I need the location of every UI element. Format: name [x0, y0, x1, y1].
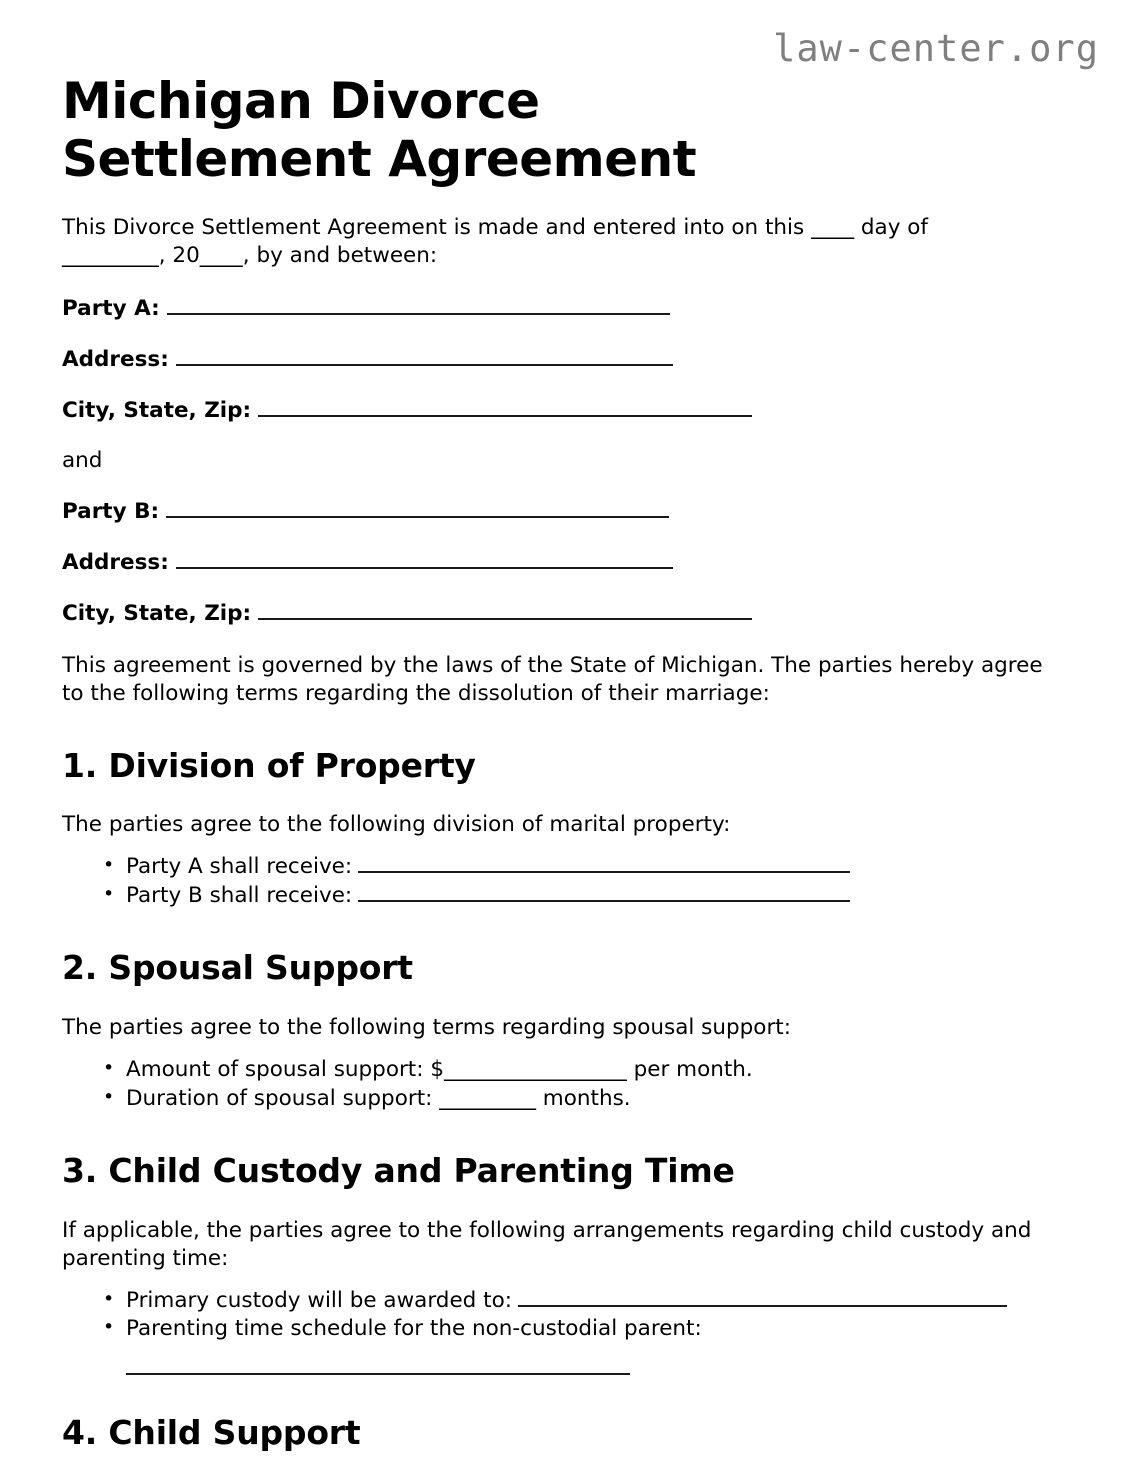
list-item [95, 1287, 1071, 1316]
parenting-schedule-field[interactable] [126, 1373, 630, 1375]
spousal-duration-suffix: months. [535, 1085, 631, 1111]
spousal-support-list [62, 1042, 1071, 1113]
spousal-support-intro: The parties agree to the following terms regarding spousal support: [62, 1015, 791, 1041]
spousal-duration-field[interactable]: _________ [439, 1085, 536, 1111]
intro-paragraph: This Divorce Settlement Agreement is made and entered into on this ____ day of _________, 20____, by and between: [62, 215, 929, 268]
division-of-property-intro: The parties agree to the following division of marital property: [62, 812, 731, 838]
child-custody-list [62, 1273, 1071, 1375]
party-b-address-row [62, 524, 1071, 575]
party-b-receives-label: Party B shall receive: [126, 882, 353, 908]
party-b-receives-field[interactable] [358, 885, 850, 902]
party-a-name-label: Party A: [62, 295, 160, 321]
party-a-address-row [62, 321, 1071, 372]
primary-custody-field[interactable] [518, 1290, 1007, 1307]
party-a-receives-label: Party A shall receive: [126, 854, 353, 880]
spousal-duration-prefix: Duration of spousal support: [126, 1085, 440, 1111]
page-title: Michigan Divorce Settlement Agreement [62, 72, 697, 188]
spousal-amount-suffix: per month. [626, 1057, 753, 1082]
section-heading-child-custody: 3. Child Custody and Parenting Time [62, 1151, 735, 1191]
governing-law-paragraph: This agreement is governed by the laws of the State of Michigan. The parties hereby agree to the following terms regarding the dissolution of their marriage: [62, 652, 1043, 706]
division-of-property-list [62, 839, 1071, 910]
section-heading-division-of-property: 1. Division of Property [62, 745, 476, 785]
party-a-address-field[interactable] [176, 346, 673, 366]
list-item [95, 1056, 1071, 1085]
site-watermark: law-center.org [773, 27, 1099, 70]
section-heading-spousal-support: 2. Spousal Support [62, 948, 413, 988]
spousal-amount-prefix: Amount of spousal support: $ [126, 1057, 444, 1082]
list-item [95, 882, 1071, 911]
party-b-city-state-zip-label: City, State, Zip: [62, 600, 252, 626]
party-a-address-label: Address: [62, 346, 169, 372]
party-b-address-label: Address: [62, 549, 169, 575]
party-a-city-state-zip-field[interactable] [258, 397, 752, 417]
section-heading-child-support: 4. Child Support [62, 1412, 361, 1452]
party-b-city-state-zip-row [62, 575, 1071, 626]
spousal-amount-field[interactable]: _________________ [444, 1057, 627, 1082]
and-connector: and [62, 447, 103, 473]
party-a-name-row [62, 270, 1071, 321]
parenting-schedule-label: Parenting time schedule for the non-custodial parent: [126, 1316, 702, 1342]
list-item [95, 1315, 1071, 1375]
party-b-address-field[interactable] [176, 549, 673, 569]
child-custody-intro: If applicable, the parties agree to the following arrangements regarding child custody and parenting time: [62, 1217, 1032, 1271]
party-b-city-state-zip-field[interactable] [258, 600, 752, 620]
list-item [95, 853, 1071, 882]
primary-custody-label: Primary custody will be awarded to: [126, 1287, 512, 1313]
party-a-city-state-zip-row [62, 372, 1071, 423]
party-b-name-label: Party B: [62, 498, 160, 524]
party-b-name-row [62, 473, 1071, 524]
party-b-name-field[interactable] [166, 498, 669, 518]
party-a-receives-field[interactable] [358, 856, 850, 873]
list-item [95, 1085, 1071, 1114]
party-a-city-state-zip-label: City, State, Zip: [62, 397, 252, 423]
party-a-name-field[interactable] [167, 295, 670, 315]
